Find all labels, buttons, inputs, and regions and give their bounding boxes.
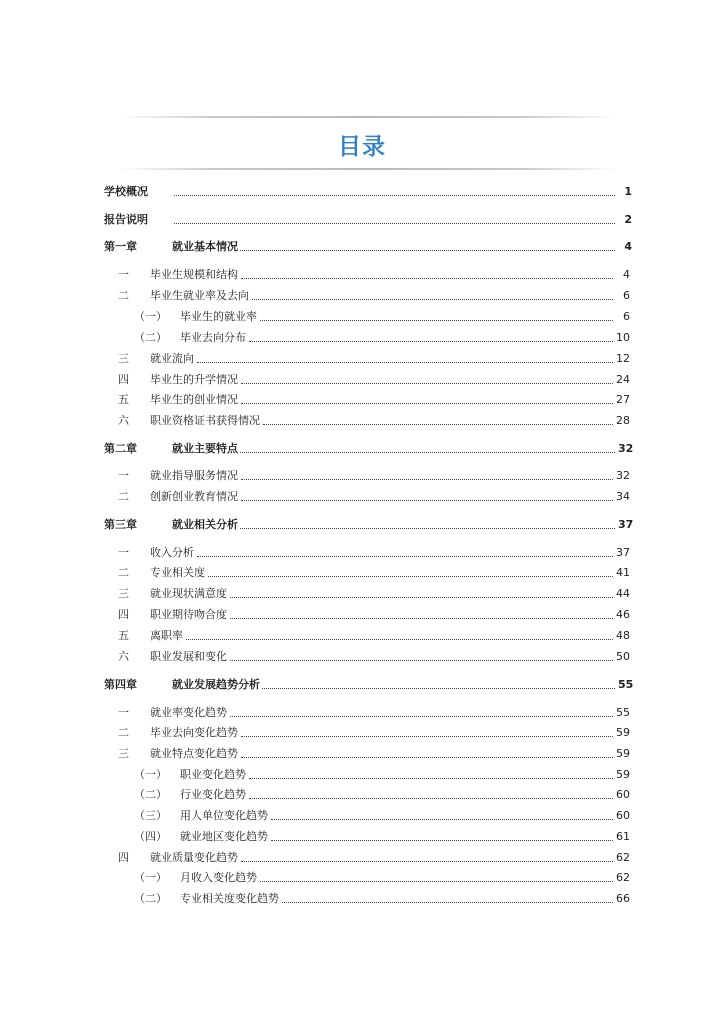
toc-entry-label: 创新创业教育情况 — [150, 490, 238, 503]
toc-leader-dots — [241, 479, 613, 480]
toc-entry-page: 32 — [618, 442, 634, 455]
toc-leader-dots — [241, 500, 613, 501]
toc-leader-dots — [197, 362, 613, 363]
toc-leader-dots — [260, 881, 613, 882]
toc-entry-number: 四 — [118, 608, 129, 621]
toc-entry-label: 就业相关分析 — [172, 518, 238, 531]
toc-entry-number: 一 — [118, 546, 129, 559]
toc-entry-label: 就业基本情况 — [172, 240, 238, 253]
toc-entry-page: 61 — [616, 830, 630, 843]
toc-entry-number: 报告说明 — [104, 213, 148, 226]
toc-entry-number: （二） — [134, 892, 167, 905]
toc-entry-label: 离职率 — [150, 629, 183, 642]
toc-entry-page: 48 — [616, 629, 630, 642]
toc-entry-label: 收入分析 — [150, 546, 194, 559]
toc-entry-number: 第二章 — [104, 442, 137, 455]
toc-entry[interactable] — [104, 266, 632, 282]
toc-entry-number: 五 — [118, 393, 129, 406]
toc-entry-number: 三 — [118, 352, 129, 365]
toc-leader-dots — [241, 278, 613, 279]
toc-entry-page: 60 — [616, 809, 630, 822]
page-title: 目录 — [338, 134, 386, 160]
toc-leader-dots — [208, 576, 613, 577]
toc-entry-label: 毕业生就业率及去向 — [150, 289, 249, 302]
toc-entry[interactable] — [104, 807, 632, 823]
toc-entry-label: 就业发展趋势分析 — [172, 678, 260, 691]
toc-leader-dots — [240, 250, 615, 251]
toc-leader-dots — [230, 716, 613, 717]
toc-entry-label: 就业地区变化趋势 — [180, 830, 268, 843]
toc-entry-label: 毕业生的创业情况 — [150, 393, 238, 406]
toc-entry-number: 一 — [118, 706, 129, 719]
toc-entry-number: 一 — [118, 268, 129, 281]
toc-entry-page: 60 — [616, 788, 630, 801]
toc-entry-number: （二） — [134, 788, 167, 801]
toc-entry[interactable] — [104, 627, 632, 643]
toc-leader-dots — [249, 778, 613, 779]
toc-entry[interactable] — [104, 648, 632, 664]
toc-entry-page: 62 — [616, 871, 630, 884]
toc-entry-label: 就业流向 — [150, 352, 194, 365]
toc-entry[interactable] — [104, 488, 632, 504]
toc-entry-label: 专业相关度变化趋势 — [180, 892, 279, 905]
toc-entry[interactable] — [104, 704, 632, 720]
toc-entry-number: 三 — [118, 747, 129, 760]
toc-leader-dots — [241, 736, 613, 737]
toc-entry-page: 27 — [616, 393, 630, 406]
toc-entry-number: 四 — [118, 373, 129, 386]
toc-entry-number: （一） — [134, 310, 167, 323]
toc-entry-page: 32 — [616, 469, 630, 482]
toc-leader-dots — [249, 798, 613, 799]
toc-entry-page: 6 — [623, 289, 630, 302]
top-divider — [118, 116, 618, 118]
toc-entry[interactable] — [104, 238, 632, 254]
toc-leader-dots — [241, 861, 613, 862]
toc-entry[interactable] — [104, 828, 632, 844]
toc-leader-dots — [271, 840, 613, 841]
toc-entry-page: 4 — [624, 240, 632, 253]
toc-entry[interactable] — [104, 544, 632, 560]
toc-entry-number: 二 — [118, 490, 129, 503]
toc-leader-dots — [186, 639, 613, 640]
toc-entry[interactable] — [104, 869, 632, 885]
toc-entry-label: 职业期待吻合度 — [150, 608, 227, 621]
toc-leader-dots — [241, 757, 613, 758]
toc-leader-dots — [230, 618, 613, 619]
toc-entry-number: （一） — [134, 871, 167, 884]
toc-leader-dots — [282, 902, 613, 903]
toc-entry-page: 6 — [623, 310, 630, 323]
toc-entry[interactable] — [104, 564, 632, 580]
toc-entry-page: 24 — [616, 373, 630, 386]
toc-entry-number: 二 — [118, 726, 129, 739]
toc-entry[interactable] — [104, 786, 632, 802]
toc-leader-dots — [252, 299, 613, 300]
toc-entry[interactable] — [104, 724, 632, 740]
toc-entry-number: 第三章 — [104, 518, 137, 531]
toc-entry[interactable] — [104, 350, 632, 366]
toc-entry[interactable] — [104, 467, 632, 483]
toc-entry-page: 37 — [618, 518, 634, 531]
toc-entry-number: （四） — [134, 830, 167, 843]
toc-entry-number: 第一章 — [104, 240, 137, 253]
toc-leader-dots — [260, 320, 613, 321]
toc-entry-label: 月收入变化趋势 — [180, 871, 257, 884]
toc-entry-label: 毕业去向变化趋势 — [150, 726, 238, 739]
toc-entry-number: （三） — [134, 809, 167, 822]
toc-entry-number: （一） — [134, 768, 167, 781]
bottom-divider — [118, 168, 618, 170]
toc-entry[interactable] — [104, 606, 632, 622]
toc-entry-number: 五 — [118, 629, 129, 642]
toc-entry[interactable] — [104, 890, 632, 906]
toc-entry-number: 四 — [118, 851, 129, 864]
toc-entry-label: 就业特点变化趋势 — [150, 747, 238, 760]
toc-entry[interactable] — [104, 183, 632, 199]
toc-entry[interactable] — [104, 516, 632, 532]
toc-entry-label: 用人单位变化趋势 — [180, 809, 268, 822]
toc-entry-number: 一 — [118, 469, 129, 482]
toc-entry-label: 毕业生的就业率 — [180, 310, 257, 323]
toc-entry[interactable] — [104, 676, 632, 692]
toc-entry-label: 就业主要特点 — [172, 442, 238, 455]
toc-entry-label: 专业相关度 — [150, 566, 205, 579]
toc-entry-page: 55 — [618, 678, 634, 691]
toc-entry-page: 44 — [616, 587, 630, 600]
toc-entry[interactable] — [104, 849, 632, 865]
toc-entry[interactable] — [104, 440, 632, 456]
toc-entry-number: 三 — [118, 587, 129, 600]
toc-entry[interactable] — [104, 287, 632, 303]
toc-leader-dots — [230, 660, 613, 661]
toc-leader-dots — [241, 403, 613, 404]
toc-entry-number: 六 — [118, 650, 129, 663]
toc-leader-dots — [262, 688, 615, 689]
toc-leader-dots — [249, 341, 613, 342]
toc-entry-page: 55 — [616, 706, 630, 719]
toc-entry-page: 66 — [616, 892, 630, 905]
toc-leader-dots — [197, 556, 613, 557]
toc-entry-label: 就业率变化趋势 — [150, 706, 227, 719]
toc-entry[interactable] — [104, 391, 632, 407]
toc-entry-page: 12 — [616, 352, 630, 365]
toc-entry-number: 二 — [118, 566, 129, 579]
toc-entry[interactable] — [104, 211, 632, 227]
toc-leader-dots — [271, 819, 613, 820]
toc-entry-label: 毕业生的升学情况 — [150, 373, 238, 386]
toc-entry-label: 毕业去向分布 — [180, 331, 246, 344]
toc-entry-page: 62 — [616, 851, 630, 864]
toc-entry[interactable] — [104, 585, 632, 601]
toc-entry-page: 2 — [624, 213, 632, 226]
toc-leader-dots — [263, 424, 613, 425]
toc-entry-label: 职业发展和变化 — [150, 650, 227, 663]
toc-entry-label: 职业资格证书获得情况 — [150, 414, 260, 427]
toc-entry-page: 50 — [616, 650, 630, 663]
toc-entry-page: 59 — [616, 768, 630, 781]
toc-entry-label: 就业指导服务情况 — [150, 469, 238, 482]
toc-leader-dots — [240, 452, 615, 453]
toc-entry-page: 10 — [616, 331, 630, 344]
toc-entry-number: 二 — [118, 289, 129, 302]
toc-entry[interactable] — [104, 745, 632, 761]
toc-entry-page: 4 — [623, 268, 630, 281]
toc-entry-page: 46 — [616, 608, 630, 621]
toc-leader-dots — [240, 528, 615, 529]
toc-entry[interactable] — [104, 412, 632, 428]
toc-entry-page: 59 — [616, 726, 630, 739]
toc-entry-page: 28 — [616, 414, 630, 427]
toc-entry-number: 六 — [118, 414, 129, 427]
toc-leader-dots — [174, 195, 615, 196]
toc-entry[interactable] — [104, 371, 632, 387]
toc-entry[interactable] — [104, 766, 632, 782]
toc-entry-page: 34 — [616, 490, 630, 503]
toc-entry-number: 第四章 — [104, 678, 137, 691]
toc-entry-label: 职业变化趋势 — [180, 768, 246, 781]
toc-entry[interactable] — [104, 329, 632, 345]
toc-entry-label: 毕业生规模和结构 — [150, 268, 238, 281]
toc-leader-dots — [241, 383, 613, 384]
toc-entry[interactable] — [104, 308, 632, 324]
toc-entry-number: （二） — [134, 331, 167, 344]
toc-entry-label: 就业现状满意度 — [150, 587, 227, 600]
toc-entry-label: 就业质量变化趋势 — [150, 851, 238, 864]
toc-leader-dots — [174, 223, 615, 224]
toc-entry-page: 41 — [616, 566, 630, 579]
toc-entry-label: 行业变化趋势 — [180, 788, 246, 801]
toc-entry-number: 学校概况 — [104, 185, 148, 198]
toc-entry-page: 59 — [616, 747, 630, 760]
toc-leader-dots — [230, 597, 613, 598]
toc-entry-page: 1 — [624, 185, 632, 198]
toc-entry-page: 37 — [616, 546, 630, 559]
